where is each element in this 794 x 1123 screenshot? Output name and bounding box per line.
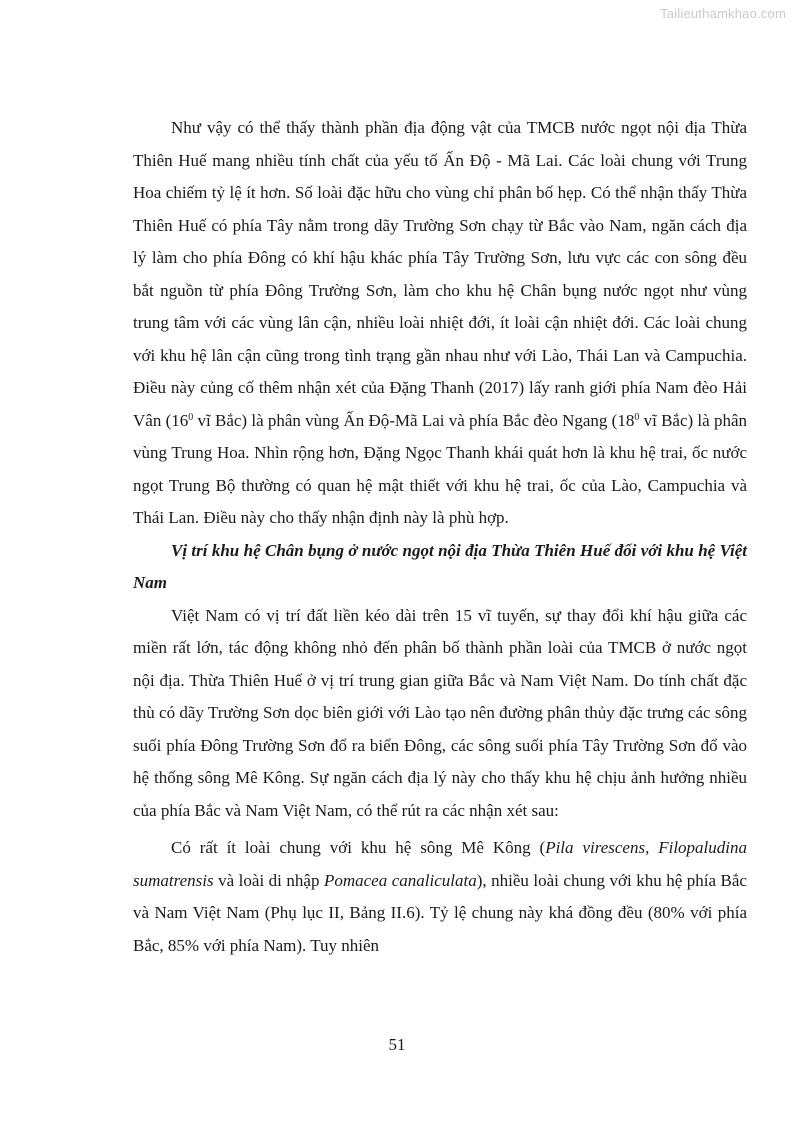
paragraph-1 bbox=[133, 112, 747, 535]
species-name-3: Pomacea canaliculata bbox=[323, 870, 477, 890]
page-number: 51 bbox=[388, 1035, 406, 1054]
paragraph-3-text-c: và loài di nhập bbox=[213, 870, 324, 890]
page-body bbox=[133, 112, 747, 962]
paragraph-1-text-a: Như vậy có thể thấy thành phần địa động vật của TMCB nước ngọt nội địa Thừa Thiên Huế mang nhiều tính chất của yếu tố Ấn Độ - Mã Lai. Các loài chung với Trung Hoa chiếm tỷ lệ ít hơn. Số loài đặc hữu cho vùng chỉ phân bố hẹp. Có thể nhận thấy Thừa Thiên Huế có phía Tây nằm trong dãy Trường Sơn chạy từ Bắc vào Nam, ngăn cách địa lý làm cho phía Đông có khí hậu khác phía Tây Trường Sơn, lưu vực các con sông đều bắt nguồn từ phía Đông Trường Sơn, làm cho khu hệ Chân bụng nước ngọt như vùng trung tâm với các vùng lân cận, nhiều loài nhiệt đới, ít loài cận nhiệt đới. Các loài chung với khu hệ lân cận cũng trong tình trạng gần nhau như với Lào, Thái Lan và Campuchia. Điều này củng cố thêm nhận xét của Đặng Thanh (2017) lấy ranh giới phía Nam đèo Hải Vân (16 bbox=[133, 118, 747, 430]
paragraph-1-text-b: vĩ Bắc) là phân vùng Ấn Độ-Mã Lai và phía Bắc đèo Ngang (18 bbox=[193, 410, 635, 430]
species-name-2: Filopaludina sumatrensis bbox=[133, 838, 747, 890]
species-name-1: Pila virescens bbox=[545, 838, 646, 857]
watermark: Tailieuthamkhao.com bbox=[660, 6, 786, 21]
paragraph-3-text-d: ), nhiều loài chung với khu hệ phía Bắc và Nam Việt Nam (Phụ lục II, Bảng II.6). Tỷ lệ chung này khá đồng đều (80% với phía Bắc, 85% với phía Nam). Tuy nhiên bbox=[133, 870, 747, 955]
paragraph-3-text-b: , bbox=[645, 838, 659, 857]
superscript-degree-1: 0 bbox=[188, 411, 194, 423]
paragraph-3-text-a: Có rất ít loài chung với khu hệ sông Mê Kông ( bbox=[171, 838, 546, 857]
paragraph-2: Việt Nam có vị trí đất liền kéo dài trên 15 vĩ tuyến, sự thay đổi khí hậu giữa các miền rất lớn, tác động không nhỏ đến phân bố thành phần loài của TMCB ở nước ngọt nội địa. Thừa Thiên Huế ở vị trí trung gian giữa Bắc và Nam Việt Nam. Do tính chất đặc thù có dãy Trường Sơn dọc biên giới với Lào tạo nên đường phân thủy đặc trưng các sông suối phía Đông Trường Sơn đổ ra biển Đông, các sông suối phía Tây Trường Sơn đổ vào hệ thống sông Mê Kông. Sự ngăn cách địa lý này cho thấy khu hệ chịu ảnh hưởng nhiều của phía Bắc và Nam Việt Nam, có thể rút ra các nhận xét sau: bbox=[133, 605, 747, 820]
section-heading: Vị trí khu hệ Chân bụng ở nước ngọt nội địa Thừa Thiên Huế đối với khu hệ Việt Nam bbox=[133, 540, 747, 592]
paragraph-1-text-c: vĩ Bắc) là phân vùng Trung Hoa. Nhìn rộng hơn, Đặng Ngọc Thanh khái quát hơn là khu hệ trai, ốc nước ngọt Trung Bộ thường có quan hệ mật thiết với khu hệ trai, ốc của Lào, Campuchia và Thái Lan. Điều này cho thấy nhận định này là phù hợp. bbox=[133, 410, 747, 527]
paragraph-3 bbox=[133, 832, 747, 962]
superscript-degree-2: 0 bbox=[634, 411, 640, 423]
